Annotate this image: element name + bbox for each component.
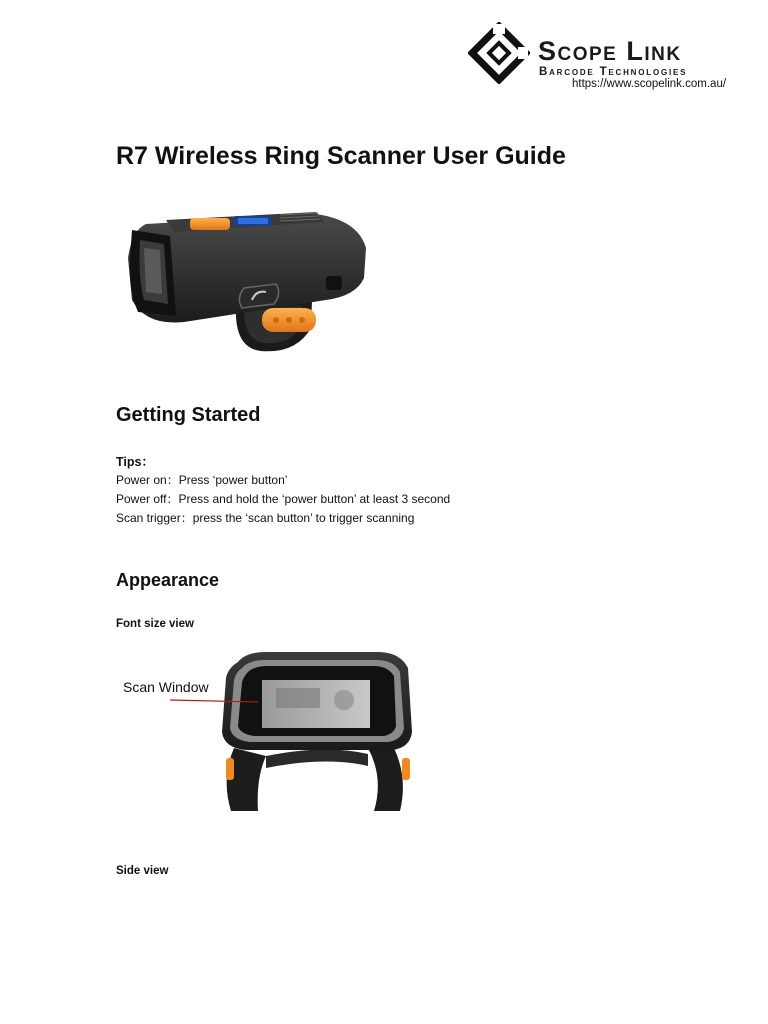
caption-side-view: Side view (116, 865, 169, 877)
scan-window-callout-label: Scan Window (123, 679, 209, 695)
brand-url-link[interactable]: https://www.scopelink.com.au/ (572, 78, 727, 90)
tip-power-on: Power on：Press ‘power button’ (116, 473, 288, 487)
tip-power-off: Power off：Press and hold the ‘power button’ at least 3 second (116, 492, 451, 506)
tip-scan-trigger: Scan trigger：press the ‘scan button’ to trigger scanning (116, 511, 415, 525)
brand-name: Scope Link (538, 36, 682, 66)
ring-scanner-front-view-image (116, 648, 418, 818)
heading-getting-started: Getting Started (116, 404, 261, 426)
caption-front-view: Font size view (116, 618, 194, 630)
ring-scanner-product-image (126, 208, 371, 354)
brand-tagline: Barcode Technologies (539, 66, 688, 78)
tips-label: Tips： (116, 455, 154, 469)
scope-link-logo-icon (468, 22, 530, 84)
heading-appearance: Appearance (116, 570, 220, 590)
document-title: R7 Wireless Ring Scanner User Guide (116, 142, 566, 170)
